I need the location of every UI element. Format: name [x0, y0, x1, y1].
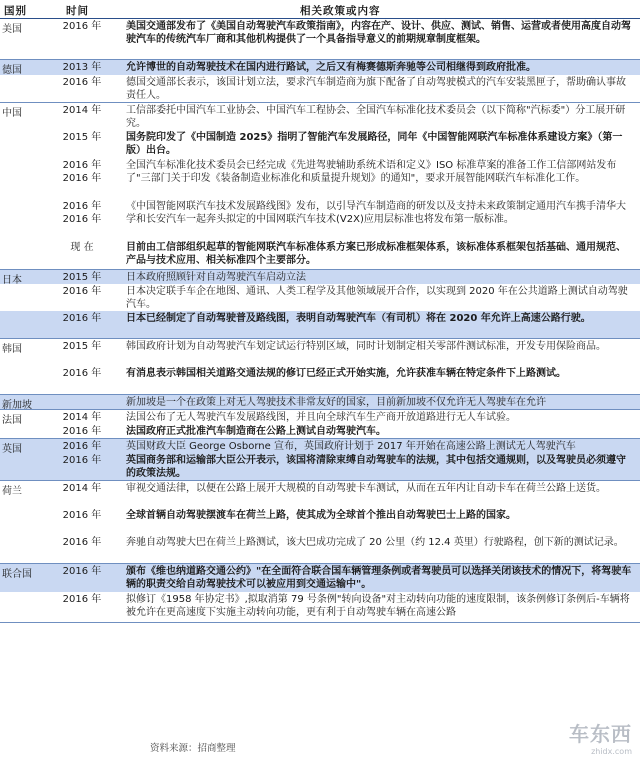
- row-year: 2016 年: [62, 537, 102, 548]
- table-row: [0, 453, 640, 480]
- table-row: [0, 19, 640, 59]
- country-group: [0, 339, 640, 395]
- row-year: 2016 年: [62, 368, 102, 379]
- table-row: [0, 535, 640, 563]
- country-label: 日本: [2, 275, 22, 286]
- country-label: 法国: [2, 415, 22, 426]
- row-content: 颁布《维也纳道路交通公约》"在全面符合联合国车辆管理条例或者驾驶员可以选择关闭该技术的情况下，将驾驶车辆的职责交给自动驾驶技术可以被应用到交通运输中"。: [126, 566, 632, 590]
- watermark-logo: [569, 718, 632, 756]
- row-content: 审视交通法律，以便在公路上展开大规模的自动驾驶卡车测试，从而在五年内让自动卡车在荷兰公路上送货。: [126, 483, 606, 494]
- table-row: [0, 508, 640, 535]
- row-year: 2013 年: [62, 62, 102, 73]
- row-content: 有消息表示韩国相关道路交通法规的修订已经正式开始实施，允许获准车辆在特定条件下上路测试。: [126, 368, 566, 379]
- country-label: 新加坡: [2, 400, 32, 411]
- row-year: 2014 年: [62, 412, 102, 423]
- row-year: 2015 年: [62, 132, 102, 143]
- row-content: 日本决定联手车企在地图、通讯、人类工程学及其他领域展开合作，以实现到 2020 年在公共道路上测试自动驾驶汽车。: [126, 286, 628, 310]
- header-country: 国别: [4, 5, 27, 17]
- row-content: 目前由工信部组织起草的智能网联汽车标准体系方案已形成标准框架体系，该标准体系框架包括基础、通用规范、产品与技术应用、相关标准四个主要部分。: [126, 242, 626, 266]
- row-content: 日本政府照顾针对自动驾驶汽车启动立法: [126, 272, 306, 283]
- table-row: [0, 199, 640, 240]
- country-label: 英国: [2, 444, 22, 455]
- source-note: 资料来源：招商整理: [150, 743, 236, 754]
- row-content: 德国交通部长表示，该国计划立法，要求汽车制造商为旗下配备了自动驾驶模式的汽车安装黑匣子，帮助确认事故责任人。: [126, 77, 626, 101]
- table-row: [0, 311, 640, 338]
- table-row: [0, 366, 640, 394]
- row-content: 美国交通部发布了《美国自动驾驶汽车政策指南》，内容在产、设计、供应、测试、销售、运营或者使用高度自动驾驶汽车的传统汽车厂商和其他机构提供了一个具备指导意义的前期规章制度框架。: [126, 21, 631, 45]
- country-group: [0, 481, 640, 564]
- country-group: [0, 270, 640, 339]
- row-year: 2016 年: [62, 286, 102, 297]
- row-content: 国务院印发了《中国制造 2025》指明了智能汽车发展路径，同年《中国智能网联汽车标准体系建设方案》（第一版）出台。: [126, 132, 623, 156]
- country-label: 联合国: [2, 569, 32, 580]
- country-group: [0, 439, 640, 481]
- row-year: 2016 年: [62, 455, 102, 466]
- country-label: 美国: [2, 24, 22, 35]
- row-content: 英国商务部和运输部大臣公开表示，该国将清除束缚自动驾驶车的法规，其中包括交通规则，以及驾驶员必须遵守的政策法规。: [126, 455, 626, 479]
- row-year: 2016 年: [62, 510, 102, 521]
- table-row: [0, 284, 640, 311]
- country-label: 韩国: [2, 344, 22, 355]
- table-row: [0, 270, 640, 284]
- row-content: 日本已经制定了自动驾驶普及路线图，表明自动驾驶汽车（有司机）将在 2020 年允许上高速公路行驶。: [126, 313, 591, 324]
- country-group: [0, 410, 640, 439]
- table-body: [0, 19, 640, 623]
- table-row: [0, 75, 640, 102]
- row-content: 新加坡是一个在政策上对无人驾驶技术非常友好的国家，目前新加坡不仅允许无人驾驶车在允许: [126, 397, 546, 408]
- table-row: [0, 339, 640, 366]
- country-group: [0, 60, 640, 103]
- row-year: 2015 年: [62, 341, 102, 352]
- table-row: [0, 410, 640, 424]
- row-content: 全球首辆自动驾驶摆渡车在荷兰上路，使其成为全球首个推出自动驾驶巴士上路的国家。: [126, 510, 516, 521]
- table-row: [0, 240, 640, 269]
- table-row: [0, 395, 640, 409]
- row-content: 法国政府正式批准汽车制造商在公路上测试自动驾驶汽车。: [126, 426, 386, 437]
- header-content: 相关政策或内容: [300, 5, 381, 17]
- country-group: [0, 19, 640, 60]
- watermark-main: 车东西: [569, 722, 632, 746]
- country-label: 中国: [2, 108, 22, 119]
- table-row: [0, 158, 640, 199]
- row-year: 2016 年: [62, 566, 102, 577]
- row-year: 2016 年 2016 年: [62, 160, 102, 184]
- table-row: [0, 592, 640, 622]
- row-year: 2016 年: [62, 426, 102, 437]
- row-content: 英国财政大臣 George Osborne 宣布，英国政府计划于 2017 年开始在高速公路上测试无人驾驶汽车: [126, 441, 576, 452]
- row-year: 2015 年: [62, 272, 102, 283]
- row-year: 2016 年: [62, 594, 102, 605]
- country-group: [0, 395, 640, 410]
- row-year: 现 在: [70, 242, 94, 253]
- table-row: [0, 424, 640, 438]
- row-content: 工信部委托中国汽车工业协会、中国汽车工程协会、全国汽车标准化技术委员会（以下简称"汽标委"）分工展开研究。: [126, 105, 626, 129]
- row-year: 2016 年: [62, 77, 102, 88]
- row-content: 拟修订《1958 年协定书》,拟取消第 79 号条例"转向设备"对主动转向功能的速度限制，该条例修订条例后-车辆将被允许在更高速度下实施主动转向功能，更有利于自动驾驶车辆在高速公路: [126, 594, 630, 618]
- row-content: 全国汽车标准化技术委员会已经完成《先进驾驶辅助系统术语和定义》ISO 标准草案的准备工作工信部网站发布了"三部门关于印发《装备制造业标准化和质量提升规划》的通知"，要求开展智能网联汽车标准化工作。: [126, 160, 617, 184]
- row-content: 奔驰自动驾驶大巴在荷兰上路测试，该大巴成功完成了 20 公里（约 12.4 英里）行驶路程，创下新的测试记录。: [126, 537, 624, 548]
- table-header: [0, 0, 640, 19]
- row-year: 2016 年 2016 年: [62, 201, 102, 225]
- country-group: [0, 564, 640, 623]
- country-label: 荷兰: [2, 486, 22, 497]
- row-year: 2014 年: [62, 483, 102, 494]
- watermark-sub: zhidx.com: [591, 747, 632, 756]
- row-content: 《中国智能网联汽车技术发展路线图》发布，以引导汽车制造商的研发以及支持未来政策制定通用汽车携手清华大学和长安汽车一起奔头拟定的中国网联汽车技术(V2X)应用层标准也将发布第一版标准。: [126, 201, 626, 225]
- row-year: 2014 年: [62, 105, 102, 116]
- header-time: 时间: [66, 5, 89, 17]
- table-row: [0, 481, 640, 508]
- table-row: [0, 564, 640, 592]
- row-content: 韩国政府计划为自动驾驶汽车划定试运行特别区域，同时计划制定相关零部件测试标准，开发专用保险商品。: [126, 341, 606, 352]
- row-content: 允许博世的自动驾驶技术在国内进行路试，之后又有梅赛德斯奔驰等公司相继得到政府批准。: [126, 62, 536, 73]
- country-group: [0, 103, 640, 270]
- table-row: [0, 103, 640, 130]
- table-row: [0, 439, 640, 453]
- country-label: 德国: [2, 65, 22, 76]
- table-row: [0, 130, 640, 158]
- table-row: [0, 60, 640, 75]
- row-year: 2016 年: [62, 313, 102, 324]
- row-year: 2016 年: [62, 441, 102, 452]
- row-content: 法国公布了无人驾驶汽车发展路线图，并且向全球汽车生产商开放道路进行无人车试验。: [126, 412, 516, 423]
- row-year: 2016 年: [62, 21, 102, 32]
